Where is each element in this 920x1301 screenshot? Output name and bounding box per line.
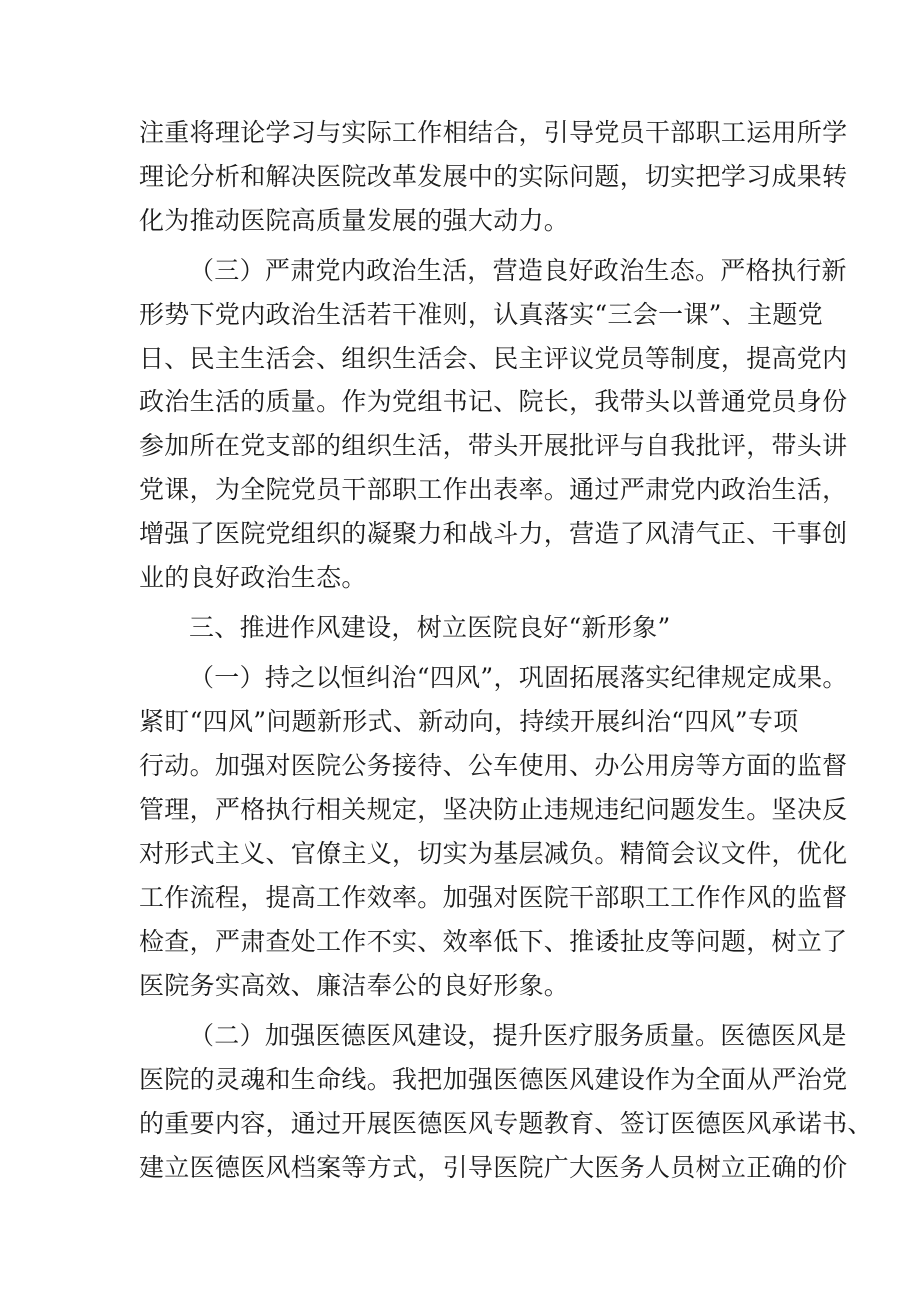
text-line: 行动。加强对医院公务接待、公车使用、办公用房等方面的监督 bbox=[139, 751, 848, 780]
text-line: 化为推动医院高质量发展的强大动力。 bbox=[139, 206, 570, 235]
text-line: 对形式主义、官僚主义，切实为基层减负。精简会议文件，优化 bbox=[139, 839, 848, 868]
text-line: 建立医德医风档案等方式，引导医院广大医务人员树立正确的价 bbox=[139, 1153, 848, 1182]
text-line: 注重将理论学习与实际工作相结合，引导党员干部职工运用所学 bbox=[139, 118, 848, 147]
text-line: 业的良好政治生态。 bbox=[139, 563, 367, 592]
text-line: 理论分析和解决医院改革发展中的实际问题，切实把学习成果转 bbox=[139, 162, 848, 191]
text-line: 的重要内容，通过开展医德医风专题教育、签订医德医风承诺书、 bbox=[139, 1109, 873, 1138]
text-line: （一）持之以恒纠治“四风”，巩固拓展落实纪律规定成果。 bbox=[189, 663, 848, 692]
text-line: 形势下党内政治生活若干准则，认真落实“三会一课”、主题党 bbox=[139, 300, 823, 329]
text-line: 日、民主生活会、组织生活会、民主评议党员等制度，提高党内 bbox=[139, 344, 848, 373]
text-line: 紧盯“四风”问题新形式、新动向，持续开展纠治“四风”专项 bbox=[139, 707, 799, 736]
text-line: （二）加强医德医风建设，提升医疗服务质量。医德医风是 bbox=[189, 1021, 847, 1050]
text-line: 增强了医院党组织的凝聚力和战斗力，营造了风清气正、干事创 bbox=[139, 519, 848, 548]
text-line: 党课，为全院党员干部职工作出表率。通过严肃党内政治生活， bbox=[139, 475, 848, 504]
text-line: 医院务实高效、廉洁奉公的良好形象。 bbox=[139, 971, 570, 1000]
text-line: （三）严肃党内政治生活，营造良好政治生态。严格执行新 bbox=[189, 256, 847, 285]
text-line: 工作流程，提高工作效率。加强对医院干部职工工作作风的监督 bbox=[139, 883, 848, 912]
text-line: 管理，严格执行相关规定，坚决防止违规违纪问题发生。坚决反 bbox=[139, 795, 848, 824]
text-line: 参加所在党支部的组织生活，带头开展批评与自我批评，带头讲 bbox=[139, 431, 848, 460]
text-line: 检查，严肃查处工作不实、效率低下、推诿扯皮等问题，树立了 bbox=[139, 927, 848, 956]
text-line: 医院的灵魂和生命线。我把加强医德医风建设作为全面从严治党 bbox=[139, 1065, 848, 1094]
section-heading-text: 三、推进作风建设，树立医院良好“新形象” bbox=[189, 613, 671, 642]
text-line: 政治生活的质量。作为党组书记、院长，我带头以普通党员身份 bbox=[139, 387, 848, 416]
